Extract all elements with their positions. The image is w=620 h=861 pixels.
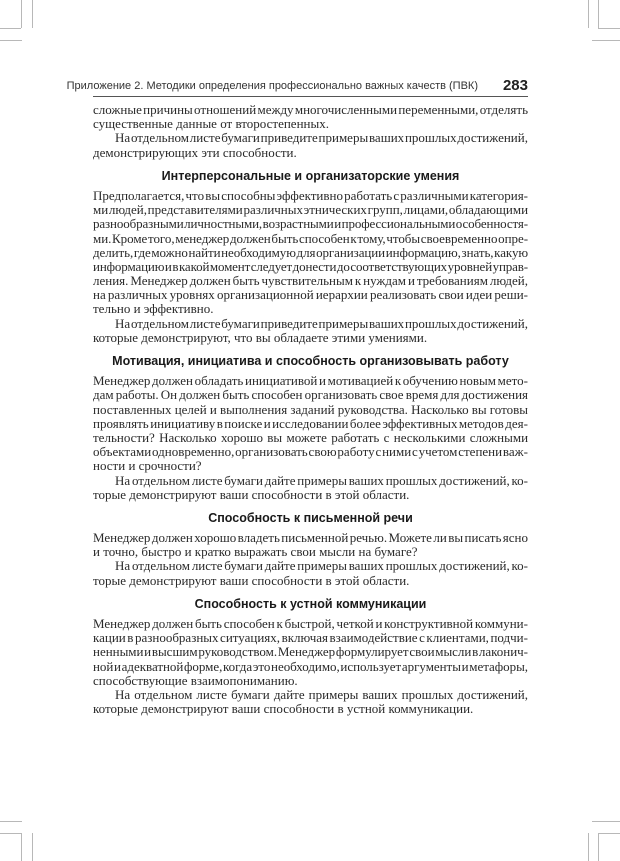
text-line-content: ми. Кроме того, менеджер должен быть способен к тому, чтобы своевременно опре- <box>93 230 529 246</box>
running-header-title: Приложение 2. Методики определения профессионально важных качеств (ПВК) <box>66 80 478 92</box>
paragraph <box>93 189 528 317</box>
text-line-content: и точно, быстро и кратко выражать свои мысли на бумаге? <box>93 544 418 560</box>
text-line <box>93 474 528 488</box>
text-line <box>93 217 528 231</box>
crop-mark <box>588 833 589 861</box>
crop-mark <box>598 833 599 861</box>
text-line-content: На отдельном листе бумаги приведите примеры ваших прошлых достижений, <box>115 315 528 331</box>
text-line <box>93 146 528 160</box>
running-header <box>66 77 528 97</box>
text-line-content: На отдельном листе бумаги дайте примеры ваших прошлых достижений, ко- <box>115 558 529 574</box>
text-line-content: делить, где можно найти необходимую для организации информацию, знать, какую <box>93 244 529 260</box>
text-line-content: поставленных целей и выполнения заданий руководства. Насколько вы готовы <box>93 401 529 417</box>
paragraph <box>93 617 528 688</box>
text-line <box>93 559 528 573</box>
text-line-content: кации в разнообразных ситуациях, включая взаимодействие с клиентами, подчи- <box>93 630 528 646</box>
text-line <box>93 189 528 203</box>
text-line <box>93 702 528 716</box>
text-line-content: информацию и в какой момент следует донести до соответствующих уровней управ- <box>93 258 528 274</box>
paragraph <box>93 103 528 131</box>
text-line-content: сложные причины отношений между многочисленными переменными, отделять <box>93 102 529 117</box>
crop-mark <box>32 833 33 861</box>
section-heading: Способность к устной коммуникации <box>194 596 427 611</box>
text-line-content: демонстрирующих эти способности. <box>93 144 297 160</box>
page-body <box>93 103 528 716</box>
text-line <box>93 317 528 331</box>
crop-mark <box>588 0 589 28</box>
text-line <box>93 645 528 659</box>
text-line-content: ненными и высшим руководством. Менеджер формулирует свои мысли в лаконич- <box>93 644 528 660</box>
text-line-content: тельности? Насколько хорошо вы можете работать с несколькими сложными <box>93 429 529 445</box>
crop-mark <box>598 833 620 834</box>
section <box>93 354 528 502</box>
crop-mark <box>598 28 620 29</box>
text-line <box>93 403 528 417</box>
text-line <box>93 545 528 559</box>
page-number: 283 <box>502 77 528 94</box>
section <box>93 103 528 160</box>
text-line <box>93 617 528 631</box>
text-line <box>93 674 528 688</box>
section-heading: Мотивация, инициатива и способность организовывать работу <box>112 354 509 369</box>
text-line-content: торые демонстрируют ваши способности в этой области. <box>93 486 410 502</box>
text-line-content: которые демонстрируют ваши способности в устной коммуникации. <box>93 701 474 717</box>
text-line <box>93 374 528 388</box>
text-line-content: На отдельном листе бумаги дайте примеры ваших прошлых достижений, ко- <box>115 472 529 488</box>
crop-mark <box>21 833 22 861</box>
section-heading: Интерперсональные и организаторские умения <box>161 168 460 183</box>
paragraph <box>93 531 528 559</box>
text-line <box>93 574 528 588</box>
text-line <box>93 445 528 459</box>
text-line <box>93 459 528 473</box>
text-line <box>93 688 528 702</box>
text-line <box>93 417 528 431</box>
crop-mark <box>598 0 599 28</box>
section-heading: Способность к письменной речи <box>208 510 413 525</box>
text-line-content: ми людей, представителями различных этнических групп, лицами, обладающими <box>93 202 529 218</box>
crop-mark <box>0 821 22 822</box>
text-line <box>93 531 528 545</box>
text-line <box>93 117 528 131</box>
text-line <box>93 232 528 246</box>
text-line-content: Менеджер должен хорошо владеть письменной речью. Можете ли вы писать ясно <box>93 530 529 546</box>
paragraph <box>93 688 528 716</box>
text-line <box>93 131 528 145</box>
text-line-content: которые демонстрируют, что вы обладаете этими умениями. <box>93 329 428 345</box>
text-line-content: На отдельном листе бумаги приведите примеры ваших прошлых достижений, <box>115 130 528 146</box>
text-line-content: торые демонстрируют ваши способности в этой области. <box>93 572 410 588</box>
text-line <box>93 246 528 260</box>
text-line-content: способствующие взаимопониманию. <box>93 672 298 688</box>
text-line <box>93 288 528 302</box>
text-line <box>93 260 528 274</box>
text-line <box>93 488 528 502</box>
paragraph <box>93 474 528 502</box>
text-line-content: объектами одновременно, организовать свою работу с ними с учетом степени важ- <box>93 444 528 460</box>
text-line-content: на различных уровнях организационной иерархии реализовать свои идеи реши- <box>93 287 528 303</box>
crop-mark <box>592 40 620 41</box>
paragraph <box>93 131 528 159</box>
section <box>93 511 528 588</box>
text-line <box>93 274 528 288</box>
text-line <box>93 431 528 445</box>
crop-mark <box>592 821 620 822</box>
text-line-content: Предполагается, что вы способны эффективно работать с различными категория- <box>93 187 529 203</box>
text-line-content: Менеджер должен обладать инициативой и мотивацией к обучению новым мето- <box>93 373 528 389</box>
crop-mark <box>0 833 21 834</box>
text-line <box>93 203 528 217</box>
text-line-content: дам работы. Он должен быть способен организовать свое время для достижения <box>93 387 529 403</box>
text-line-content: ной и адекватной форме, когда это необходимо, использует аргументы и метафоры, <box>93 658 528 674</box>
text-line <box>93 103 528 117</box>
paragraph <box>93 374 528 473</box>
paragraph <box>93 559 528 587</box>
paragraph <box>93 317 528 345</box>
crop-mark <box>32 0 33 28</box>
text-line <box>93 302 528 316</box>
text-line-content: разнообразными личностными, возрастными и профессиональными особенностя- <box>93 216 528 232</box>
text-line <box>93 388 528 402</box>
text-line-content: тельно и эффективно. <box>93 301 214 317</box>
crop-mark <box>0 40 22 41</box>
text-line <box>93 660 528 674</box>
section <box>93 597 528 717</box>
text-line-content: На отдельном листе бумаги дайте примеры ваших прошлых достижений, <box>115 687 528 702</box>
text-line-content: существенные данные от второстепенных. <box>93 116 329 132</box>
text-line <box>93 331 528 345</box>
section <box>93 169 528 345</box>
text-line <box>93 631 528 645</box>
text-line-content: Менеджер должен быть способен к быстрой, четкой и конструктивной коммуни- <box>93 616 528 632</box>
text-line-content: ности и срочности? <box>93 458 202 474</box>
text-line-content: ления. Менеджер должен быть чувствительным к нуждам и требованиям людей, <box>93 273 528 289</box>
crop-mark <box>21 0 22 28</box>
text-line-content: проявлять инициативу в поиске и исследовании более эффективных методов дея- <box>93 415 528 431</box>
crop-mark <box>0 28 21 29</box>
